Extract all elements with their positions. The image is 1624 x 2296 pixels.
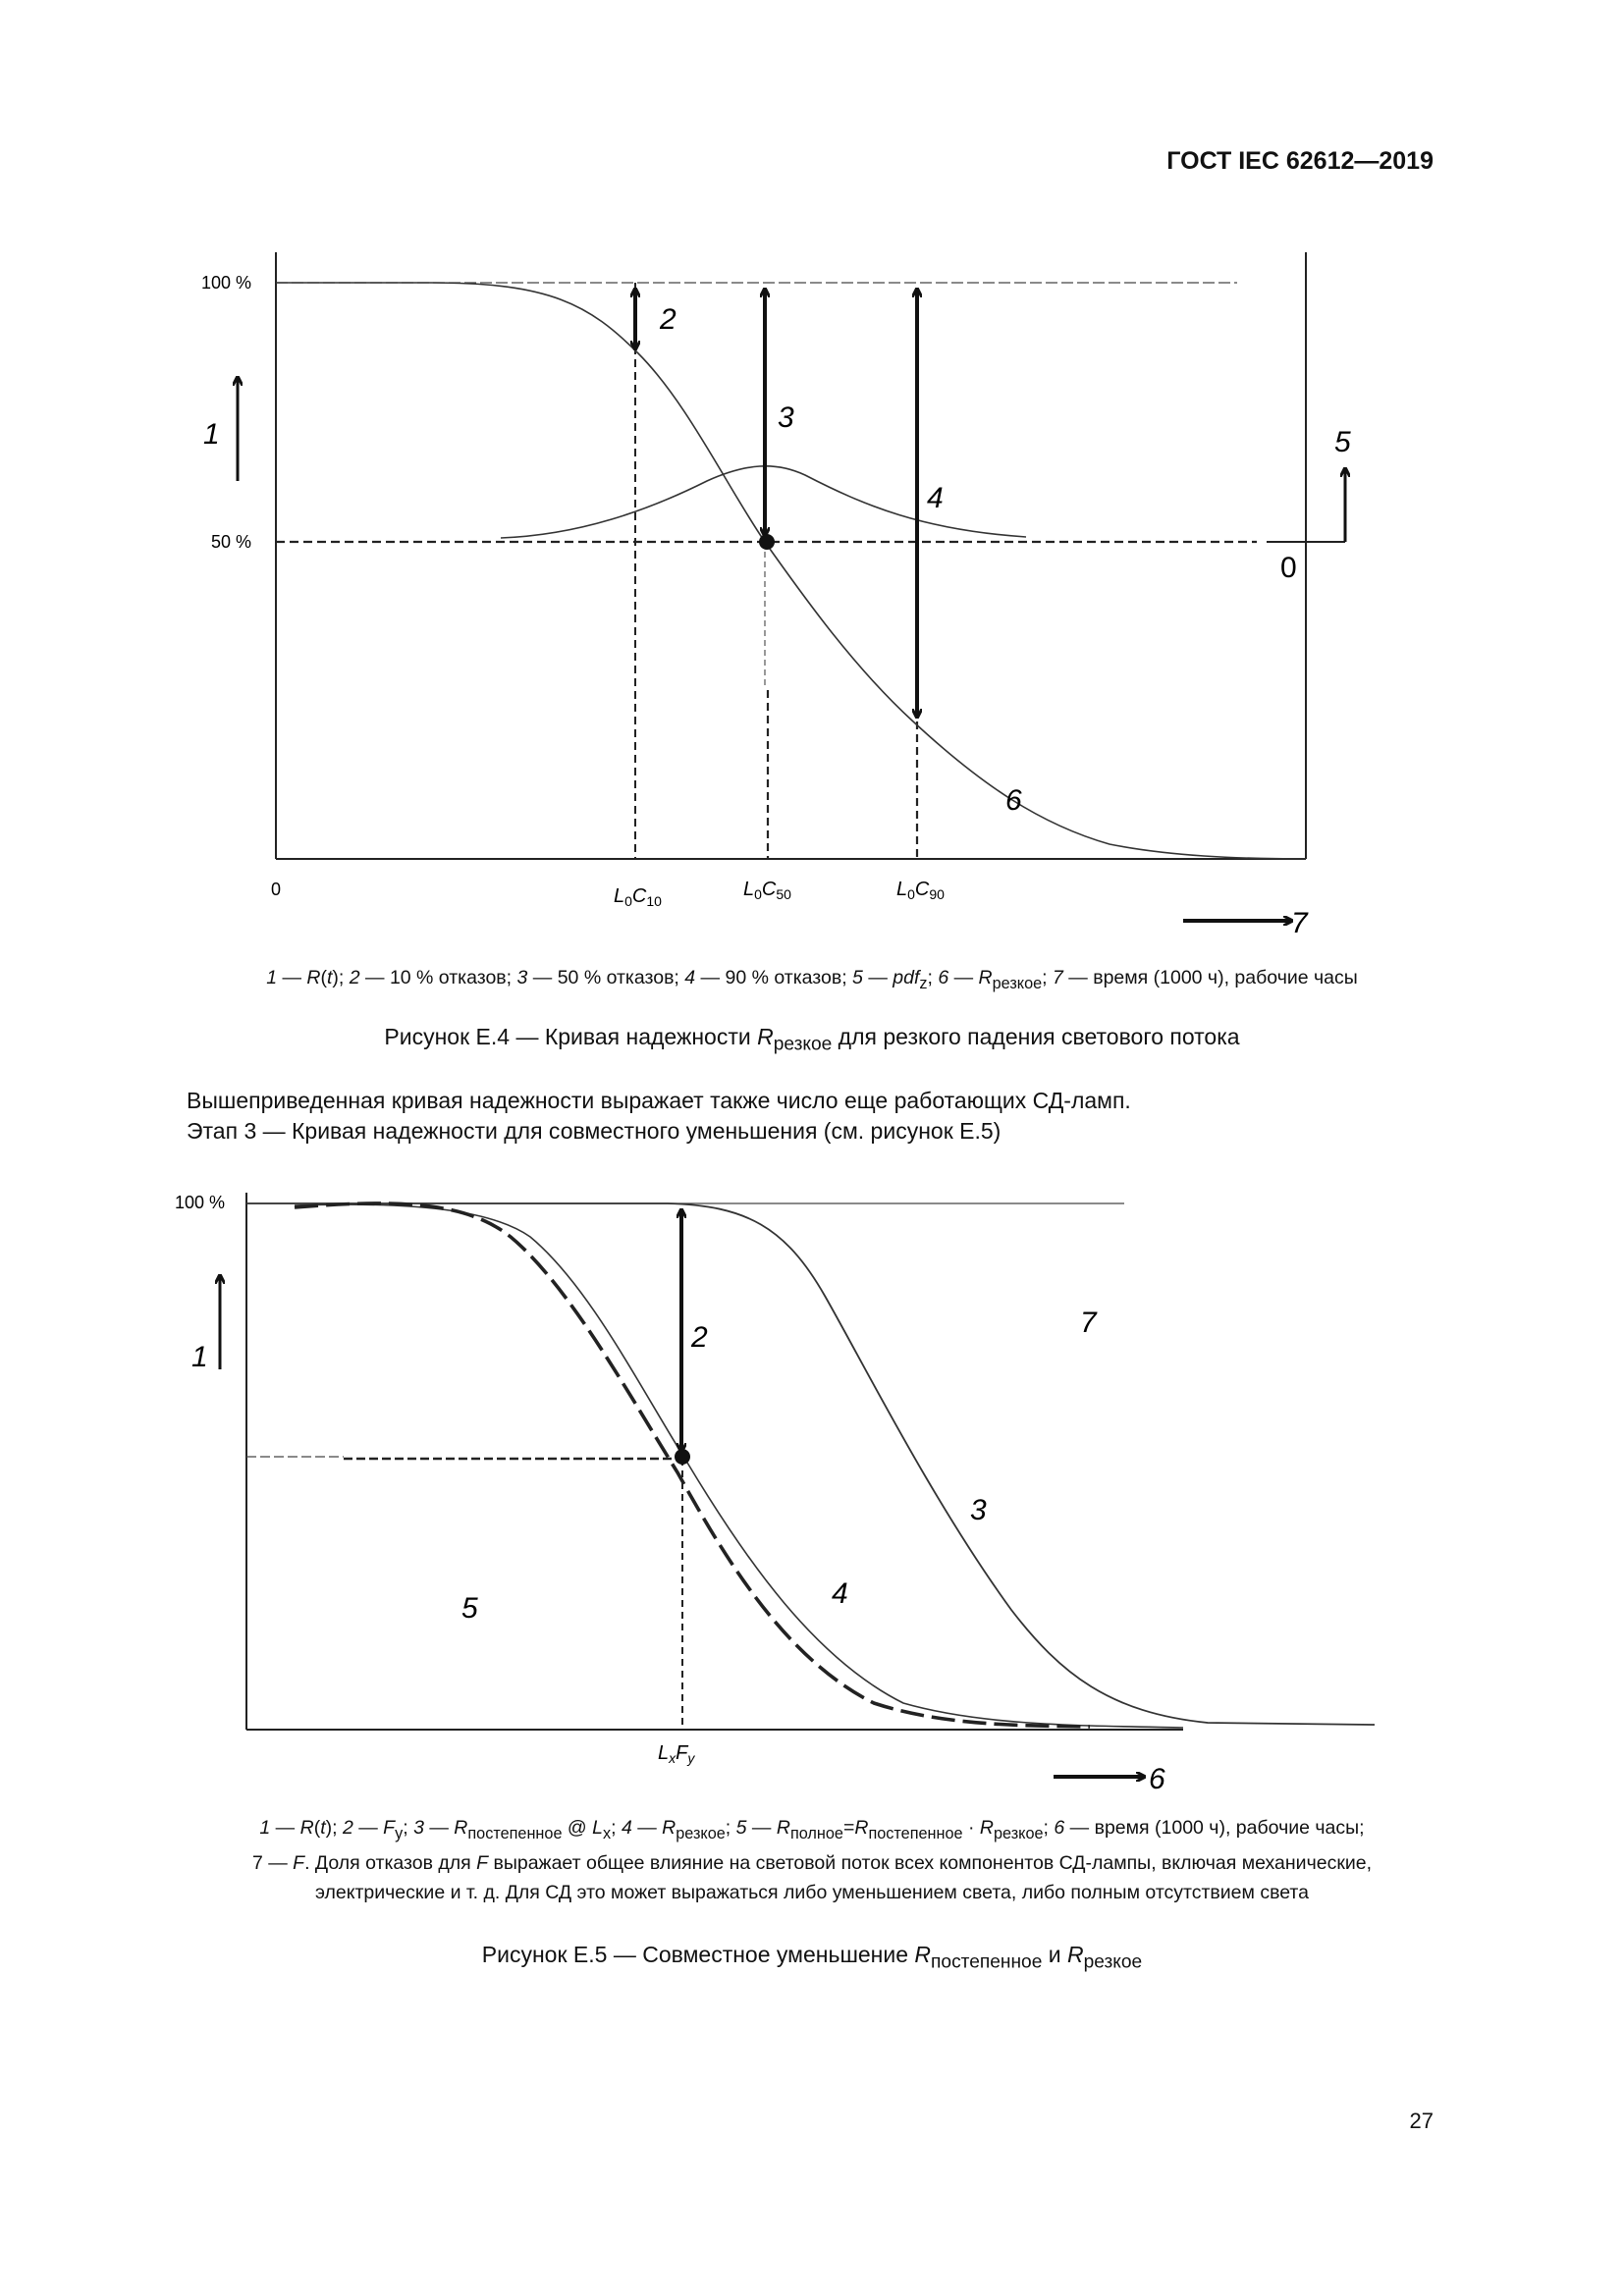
body-line-2: Этап 3 — Кривая надежности для совместного уменьшения (см. рисунок Е.5) [187,1118,1001,1144]
figure-e5-legend [118,1813,1506,1907]
e5-callout-3: 3 [970,1494,987,1526]
e4-x-tick-lc90: $L_0C_{90}$ [896,879,945,902]
e5-legend-line-1: 1 — R(t); 2 — $F_y$; 3 — $R_{постепенное}$ @ $L_x$; 4 — $R_{резкое}$; 5 — $R_{полное}=R_{постепенное} \cdot R_{резкое}$; 6 — время (1000 ч), рабочие часы; [259,1817,1365,1842]
e4-x-tick-lc10: $L_0C_{10}$ [614,885,662,909]
e4-point-lc50 [759,534,775,550]
figure-e4 [201,252,1351,939]
e4-callout-3: 3 [778,401,794,434]
e5-legend-line-3: электрические и т. д. Для СД это может выражаться либо уменьшением света, либо полным отсутствием света [314,1881,1309,1903]
e4-callout-1: 1 [203,418,220,451]
e5-curve-gradual [246,1203,1375,1725]
figure-e5-caption: Рисунок Е.5 — Совместное уменьшение $R_{постепенное}$ и $R_{резкое}$ [481,1942,1143,1973]
e5-callout-4: 4 [832,1577,848,1610]
e5-point-lxfy [675,1449,690,1465]
body-paragraph [187,1086,1424,1147]
e5-legend-line-2: 7 — F. Доля отказов для F выражает общее влияние на световой поток всех компонентов СД-лампы, включая механические, [251,1851,1373,1874]
e5-curve-total [295,1203,1090,1727]
figure-e5 [175,1193,1375,1795]
e4-y-tick-100: 100 % [201,273,252,293]
e5-x-tick-lxfy: $L_xF_y$ [658,1742,695,1766]
e5-callout-1: 1 [191,1341,208,1373]
e4-reliability-curve [276,283,1306,859]
e5-callout-5: 5 [461,1592,478,1625]
e4-callout-2: 2 [660,303,677,336]
e4-x-tick-lc50: $L_0C_{50}$ [743,879,791,902]
e5-callout-6: 6 [1149,1763,1165,1795]
figure-e4-caption: Рисунок Е.4 — Кривая надежности $R_{резкое}$ для резкого падения светового потока [384,1024,1240,1055]
e4-callout-5: 5 [1334,426,1351,458]
body-line-1: Вышеприведенная кривая надежности выражает также число еще работающих СД-ламп. [187,1088,1131,1113]
e4-y-tick-50: 50 % [211,532,252,552]
e4-callout-4: 4 [927,482,944,514]
e4-x-origin: 0 [271,880,282,899]
e5-callout-7: 7 [1080,1307,1097,1339]
e5-y-tick-100: 100 % [175,1193,226,1212]
e4-callout-7: 7 [1291,907,1308,939]
page-number: 27 [1409,2109,1434,2133]
e5-curve-abrupt [295,1204,1183,1728]
figure-e4-legend: 1 — R(t); 2 — 10 % отказов; 3 — 50 % отказов; 4 — 90 % отказов; 5 — pdf$_z$; 6 — $R_{резкое}$; 7 — время (1000 ч), рабочие часы [266,967,1358,992]
e4-callout-zero: 0 [1280,552,1297,584]
e4-callout-6: 6 [1005,784,1022,817]
e5-callout-2: 2 [691,1321,708,1354]
document-header: ГОСТ IEC 62612—2019 [1166,147,1434,175]
